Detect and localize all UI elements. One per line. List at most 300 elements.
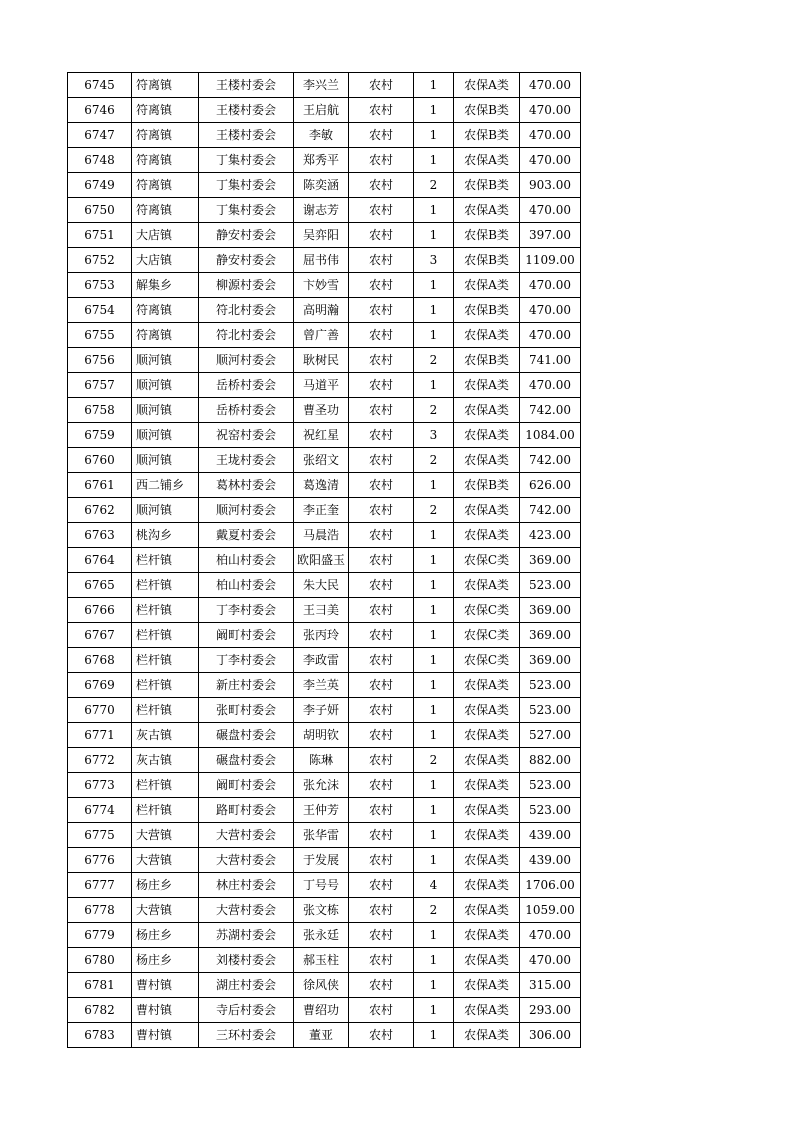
town-cell: 顺河镇 [132,398,199,423]
table-row [68,73,581,98]
record-number-cell: 6752 [68,248,132,273]
person-name-cell: 曾广善 [294,323,349,348]
insurance-class-cell: 农保A类 [454,523,520,548]
area-type-cell: 农村 [349,823,414,848]
record-number-cell: 6773 [68,773,132,798]
insurance-class-cell: 农保B类 [454,173,520,198]
record-number-cell: 6778 [68,898,132,923]
table-row [68,498,581,523]
insurance-class-cell: 农保C类 [454,623,520,648]
town-cell: 解集乡 [132,273,199,298]
amount-cell: 903.00 [520,173,581,198]
person-name-cell: 郑秀平 [294,148,349,173]
area-type-cell: 农村 [349,198,414,223]
area-type-cell: 农村 [349,373,414,398]
amount-cell: 369.00 [520,598,581,623]
table-row [68,923,581,948]
area-type-cell: 农村 [349,348,414,373]
area-type-cell: 农村 [349,723,414,748]
village-committee-cell: 张町村委会 [199,698,294,723]
village-committee-cell: 三环村委会 [199,1023,294,1048]
amount-cell: 882.00 [520,748,581,773]
household-count-cell: 1 [414,123,454,148]
amount-cell: 1059.00 [520,898,581,923]
household-count-cell: 1 [414,373,454,398]
table-row [68,423,581,448]
insurance-class-cell: 农保B类 [454,473,520,498]
insurance-class-cell: 农保A类 [454,373,520,398]
record-number-cell: 6748 [68,148,132,173]
insurance-class-cell: 农保A类 [454,773,520,798]
record-number-cell: 6772 [68,748,132,773]
table-row [68,323,581,348]
area-type-cell: 农村 [349,773,414,798]
record-number-cell: 6751 [68,223,132,248]
village-committee-cell: 静安村委会 [199,223,294,248]
village-committee-cell: 丁集村委会 [199,173,294,198]
area-type-cell: 农村 [349,498,414,523]
village-committee-cell: 岳桥村委会 [199,373,294,398]
area-type-cell: 农村 [349,398,414,423]
table-row [68,598,581,623]
household-count-cell: 1 [414,323,454,348]
amount-cell: 523.00 [520,698,581,723]
household-count-cell: 1 [414,673,454,698]
amount-cell: 470.00 [520,373,581,398]
town-cell: 符离镇 [132,123,199,148]
insurance-class-cell: 农保B类 [454,98,520,123]
record-number-cell: 6770 [68,698,132,723]
amount-cell: 742.00 [520,398,581,423]
record-number-cell: 6783 [68,1023,132,1048]
table-row [68,223,581,248]
person-name-cell: 徐风侠 [294,973,349,998]
area-type-cell: 农村 [349,323,414,348]
insurance-class-cell: 农保A类 [454,923,520,948]
person-name-cell: 董亚 [294,1023,349,1048]
amount-cell: 1084.00 [520,423,581,448]
record-number-cell: 6762 [68,498,132,523]
person-name-cell: 张丙玲 [294,623,349,648]
town-cell: 大营镇 [132,848,199,873]
person-name-cell: 马晨浩 [294,523,349,548]
record-number-cell: 6776 [68,848,132,873]
person-name-cell: 李子妍 [294,698,349,723]
village-committee-cell: 丁集村委会 [199,148,294,173]
town-cell: 符离镇 [132,173,199,198]
record-number-cell: 6750 [68,198,132,223]
insurance-class-cell: 农保A类 [454,948,520,973]
village-committee-cell: 丁李村委会 [199,648,294,673]
person-name-cell: 吴弈阳 [294,223,349,248]
table-row [68,623,581,648]
table-row [68,298,581,323]
amount-cell: 523.00 [520,773,581,798]
household-count-cell: 1 [414,548,454,573]
person-name-cell: 谢志芳 [294,198,349,223]
table-body [68,73,581,1048]
person-name-cell: 李政雷 [294,648,349,673]
area-type-cell: 农村 [349,973,414,998]
insurance-class-cell: 农保A类 [454,273,520,298]
town-cell: 符离镇 [132,148,199,173]
record-number-cell: 6760 [68,448,132,473]
town-cell: 栏杆镇 [132,548,199,573]
insurance-class-cell: 农保A类 [454,573,520,598]
record-number-cell: 6774 [68,798,132,823]
village-committee-cell: 柳源村委会 [199,273,294,298]
area-type-cell: 农村 [349,798,414,823]
record-number-cell: 6761 [68,473,132,498]
insurance-class-cell: 农保B类 [454,123,520,148]
table-row [68,473,581,498]
amount-cell: 523.00 [520,573,581,598]
amount-cell: 741.00 [520,348,581,373]
household-count-cell: 1 [414,848,454,873]
person-name-cell: 卞妙雪 [294,273,349,298]
village-committee-cell: 林庄村委会 [199,873,294,898]
record-number-cell: 6759 [68,423,132,448]
insurance-class-cell: 农保A类 [454,423,520,448]
record-number-cell: 6754 [68,298,132,323]
household-count-cell: 1 [414,973,454,998]
person-name-cell: 张绍文 [294,448,349,473]
area-type-cell: 农村 [349,873,414,898]
amount-cell: 439.00 [520,823,581,848]
household-count-cell: 2 [414,748,454,773]
amount-cell: 1109.00 [520,248,581,273]
record-number-cell: 6745 [68,73,132,98]
area-type-cell: 农村 [349,948,414,973]
village-committee-cell: 葛林村委会 [199,473,294,498]
table-row [68,523,581,548]
amount-cell: 523.00 [520,798,581,823]
village-committee-cell: 丁李村委会 [199,598,294,623]
town-cell: 顺河镇 [132,348,199,373]
town-cell: 灰古镇 [132,723,199,748]
record-number-cell: 6755 [68,323,132,348]
amount-cell: 306.00 [520,1023,581,1048]
insurance-class-cell: 农保A类 [454,673,520,698]
area-type-cell: 农村 [349,73,414,98]
person-name-cell: 李正奎 [294,498,349,523]
village-committee-cell: 静安村委会 [199,248,294,273]
person-name-cell: 祝红星 [294,423,349,448]
area-type-cell: 农村 [349,648,414,673]
town-cell: 符离镇 [132,298,199,323]
household-count-cell: 1 [414,98,454,123]
record-number-cell: 6769 [68,673,132,698]
table-row [68,1023,581,1048]
table-row [68,848,581,873]
area-type-cell: 农村 [349,223,414,248]
insurance-class-cell: 农保A类 [454,973,520,998]
person-name-cell: 张文栋 [294,898,349,923]
town-cell: 大店镇 [132,248,199,273]
table-row [68,548,581,573]
amount-cell: 742.00 [520,498,581,523]
area-type-cell: 农村 [349,473,414,498]
town-cell: 曹村镇 [132,998,199,1023]
insurance-class-cell: 农保A类 [454,698,520,723]
amount-cell: 470.00 [520,148,581,173]
town-cell: 栏杆镇 [132,623,199,648]
household-count-cell: 1 [414,698,454,723]
table-row [68,398,581,423]
amount-cell: 470.00 [520,73,581,98]
amount-cell: 315.00 [520,973,581,998]
insurance-class-cell: 农保A类 [454,723,520,748]
town-cell: 顺河镇 [132,498,199,523]
area-type-cell: 农村 [349,173,414,198]
table-row [68,698,581,723]
village-committee-cell: 刘楼村委会 [199,948,294,973]
village-committee-cell: 碾盘村委会 [199,723,294,748]
town-cell: 大营镇 [132,898,199,923]
person-name-cell: 高明瀚 [294,298,349,323]
village-committee-cell: 柏山村委会 [199,548,294,573]
record-number-cell: 6756 [68,348,132,373]
village-committee-cell: 路町村委会 [199,798,294,823]
town-cell: 西二铺乡 [132,473,199,498]
village-committee-cell: 王垅村委会 [199,448,294,473]
allowance-table [67,72,581,1048]
household-count-cell: 1 [414,523,454,548]
area-type-cell: 农村 [349,148,414,173]
amount-cell: 397.00 [520,223,581,248]
record-number-cell: 6768 [68,648,132,673]
household-count-cell: 3 [414,423,454,448]
amount-cell: 470.00 [520,298,581,323]
town-cell: 栏杆镇 [132,673,199,698]
table-row [68,873,581,898]
person-name-cell: 王仲芳 [294,798,349,823]
record-number-cell: 6782 [68,998,132,1023]
village-committee-cell: 大营村委会 [199,848,294,873]
village-committee-cell: 新庄村委会 [199,673,294,698]
record-number-cell: 6749 [68,173,132,198]
village-committee-cell: 碾盘村委会 [199,748,294,773]
table-row [68,148,581,173]
area-type-cell: 农村 [349,273,414,298]
area-type-cell: 农村 [349,523,414,548]
town-cell: 顺河镇 [132,448,199,473]
village-committee-cell: 丁集村委会 [199,198,294,223]
household-count-cell: 1 [414,798,454,823]
town-cell: 栏杆镇 [132,598,199,623]
area-type-cell: 农村 [349,748,414,773]
area-type-cell: 农村 [349,598,414,623]
person-name-cell: 马道平 [294,373,349,398]
town-cell: 栏杆镇 [132,798,199,823]
table-row [68,948,581,973]
household-count-cell: 1 [414,598,454,623]
town-cell: 灰古镇 [132,748,199,773]
village-committee-cell: 祝窑村委会 [199,423,294,448]
table-row [68,798,581,823]
town-cell: 顺河镇 [132,423,199,448]
household-count-cell: 1 [414,723,454,748]
record-number-cell: 6780 [68,948,132,973]
table-row [68,573,581,598]
record-number-cell: 6764 [68,548,132,573]
amount-cell: 470.00 [520,923,581,948]
person-name-cell: 朱大民 [294,573,349,598]
village-committee-cell: 苏湖村委会 [199,923,294,948]
table-row [68,673,581,698]
household-count-cell: 1 [414,223,454,248]
record-number-cell: 6753 [68,273,132,298]
household-count-cell: 1 [414,948,454,973]
person-name-cell: 张华雷 [294,823,349,848]
amount-cell: 470.00 [520,98,581,123]
household-count-cell: 4 [414,873,454,898]
town-cell: 杨庄乡 [132,873,199,898]
record-number-cell: 6779 [68,923,132,948]
amount-cell: 470.00 [520,273,581,298]
amount-cell: 527.00 [520,723,581,748]
village-committee-cell: 湖庄村委会 [199,973,294,998]
household-count-cell: 2 [414,448,454,473]
person-name-cell: 李兰英 [294,673,349,698]
amount-cell: 626.00 [520,473,581,498]
record-number-cell: 6758 [68,398,132,423]
village-committee-cell: 阚町村委会 [199,773,294,798]
amount-cell: 470.00 [520,948,581,973]
record-number-cell: 6775 [68,823,132,848]
table-row [68,898,581,923]
person-name-cell: 李敏 [294,123,349,148]
town-cell: 符离镇 [132,198,199,223]
household-count-cell: 1 [414,923,454,948]
town-cell: 栏杆镇 [132,698,199,723]
record-number-cell: 6767 [68,623,132,648]
person-name-cell: 张允沫 [294,773,349,798]
town-cell: 大营镇 [132,823,199,848]
insurance-class-cell: 农保A类 [454,323,520,348]
insurance-class-cell: 农保A类 [454,823,520,848]
insurance-class-cell: 农保A类 [454,148,520,173]
person-name-cell: 屈书伟 [294,248,349,273]
village-committee-cell: 岳桥村委会 [199,398,294,423]
table-row [68,123,581,148]
household-count-cell: 1 [414,623,454,648]
town-cell: 栏杆镇 [132,648,199,673]
village-committee-cell: 戴夏村委会 [199,523,294,548]
amount-cell: 470.00 [520,323,581,348]
person-name-cell: 于发展 [294,848,349,873]
record-number-cell: 6777 [68,873,132,898]
record-number-cell: 6763 [68,523,132,548]
insurance-class-cell: 农保A类 [454,798,520,823]
household-count-cell: 2 [414,348,454,373]
village-committee-cell: 符北村委会 [199,323,294,348]
household-count-cell: 1 [414,473,454,498]
household-count-cell: 1 [414,298,454,323]
household-count-cell: 3 [414,248,454,273]
insurance-class-cell: 农保C类 [454,548,520,573]
table-row [68,973,581,998]
village-committee-cell: 顺河村委会 [199,348,294,373]
insurance-class-cell: 农保A类 [454,198,520,223]
person-name-cell: 曹绍功 [294,998,349,1023]
household-count-cell: 2 [414,898,454,923]
household-count-cell: 2 [414,398,454,423]
table-row [68,198,581,223]
household-count-cell: 2 [414,173,454,198]
area-type-cell: 农村 [349,423,414,448]
household-count-cell: 1 [414,998,454,1023]
record-number-cell: 6746 [68,98,132,123]
table-row [68,348,581,373]
table-row [68,648,581,673]
village-committee-cell: 顺河村委会 [199,498,294,523]
insurance-class-cell: 农保A类 [454,398,520,423]
village-committee-cell: 大营村委会 [199,898,294,923]
insurance-class-cell: 农保A类 [454,73,520,98]
area-type-cell: 农村 [349,998,414,1023]
record-number-cell: 6747 [68,123,132,148]
household-count-cell: 1 [414,1023,454,1048]
insurance-class-cell: 农保A类 [454,898,520,923]
amount-cell: 293.00 [520,998,581,1023]
table-row [68,773,581,798]
record-number-cell: 6771 [68,723,132,748]
insurance-class-cell: 农保B类 [454,298,520,323]
village-committee-cell: 阚町村委会 [199,623,294,648]
insurance-class-cell: 农保B类 [454,223,520,248]
insurance-class-cell: 农保C类 [454,648,520,673]
town-cell: 符离镇 [132,73,199,98]
area-type-cell: 农村 [349,448,414,473]
household-count-cell: 2 [414,498,454,523]
amount-cell: 369.00 [520,548,581,573]
area-type-cell: 农村 [349,98,414,123]
insurance-class-cell: 农保A类 [454,748,520,773]
person-name-cell: 陈琳 [294,748,349,773]
record-number-cell: 6765 [68,573,132,598]
person-name-cell: 葛逸清 [294,473,349,498]
amount-cell: 423.00 [520,523,581,548]
insurance-class-cell: 农保A类 [454,998,520,1023]
insurance-class-cell: 农保A类 [454,448,520,473]
household-count-cell: 1 [414,648,454,673]
person-name-cell: 王启航 [294,98,349,123]
amount-cell: 742.00 [520,448,581,473]
table-row [68,273,581,298]
person-name-cell: 郝玉柱 [294,948,349,973]
village-committee-cell: 符北村委会 [199,298,294,323]
insurance-class-cell: 农保B类 [454,348,520,373]
person-name-cell: 胡明钦 [294,723,349,748]
village-committee-cell: 王楼村委会 [199,123,294,148]
town-cell: 杨庄乡 [132,948,199,973]
amount-cell: 523.00 [520,673,581,698]
person-name-cell: 张永廷 [294,923,349,948]
insurance-class-cell: 农保A类 [454,498,520,523]
person-name-cell: 欧阳盛玉 [294,548,349,573]
person-name-cell: 陈奕涵 [294,173,349,198]
area-type-cell: 农村 [349,623,414,648]
person-name-cell: 王彐美 [294,598,349,623]
amount-cell: 369.00 [520,623,581,648]
insurance-class-cell: 农保A类 [454,1023,520,1048]
area-type-cell: 农村 [349,923,414,948]
insurance-class-cell: 农保A类 [454,848,520,873]
household-count-cell: 1 [414,773,454,798]
village-committee-cell: 大营村委会 [199,823,294,848]
person-name-cell: 耿树民 [294,348,349,373]
